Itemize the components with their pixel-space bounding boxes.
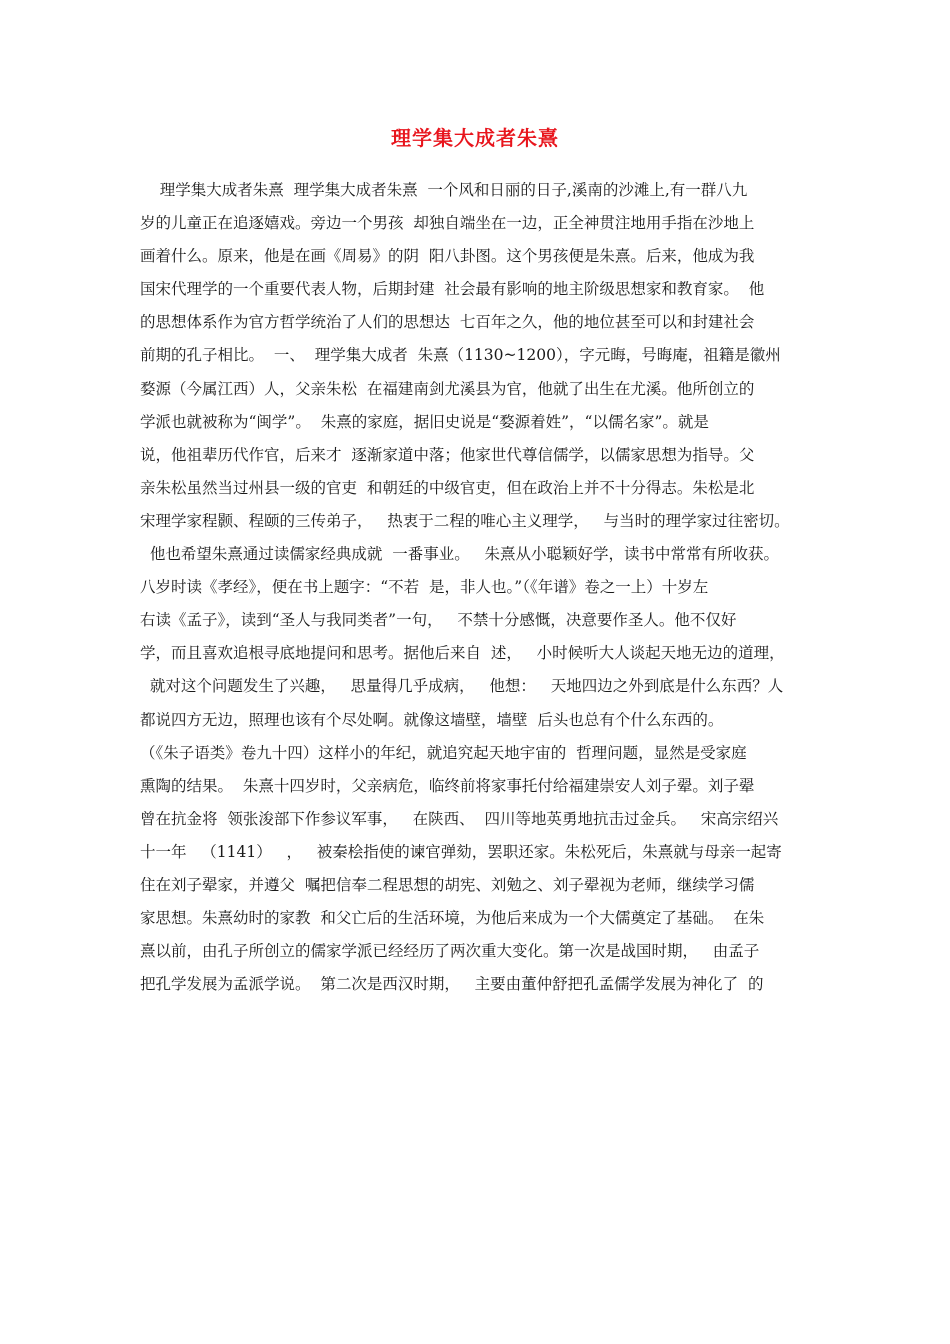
body-text-line: 就对这个问题发生了兴趣， 思量得几乎成病， 他想： 天地四边之外到底是什么东西？人 — [140, 677, 784, 696]
body-text-line: 前期的孔子相比。 一、 理学集大成者 朱熹（1130~1200），字元晦，号晦庵，祖籍是徽州 — [140, 346, 781, 365]
body-text-line: 右读《孟子》，读到“圣人与我同类者”一句， 不禁十分感慨，决意要作圣人。他不仅好 — [140, 611, 737, 630]
body-text-line: 亲朱松虽然当过州县一级的官吏 和朝廷的中级官吏，但在政治上并不十分得志。朱松是北 — [140, 478, 755, 497]
body-text-line: 熹以前，由孔子所创立的儒家学派已经经历了两次重大变化。第一次是战国时期， 由孟子 — [140, 942, 760, 961]
body-text-line: （《朱子语类》卷九十四）这样小的年纪，就追究起天地宇宙的 哲理问题，显然是受家庭 — [140, 743, 747, 762]
body-text-line: 都说四方无边，照理也该有个尽处啊。就像这墙壁，墙壁 后头也总有个什么东西的。 — [140, 710, 724, 729]
body-text-line: 学，而且喜欢追根寻底地提问和思考。据他后来自 述， 小时候听大人谈起天地无边的道理， — [140, 644, 785, 663]
body-text-line: 学派也就被称为“闽学”。 朱熹的家庭，据旧史说是“婺源着姓”，“以儒名家”。就是 — [140, 412, 709, 431]
body-text-line: 国宋代理学的一个重要代表人物，后期封建 社会最有影响的地主阶级思想家和教育家。 他 — [140, 280, 765, 299]
body-text-line: 八岁时读《孝经》，便在书上题字：“不若 是，非人也。”（《年谱》卷之一上）十岁左 — [140, 578, 709, 597]
body-text-line: 熏陶的结果。 朱熹十四岁时，父亲病危，临终前将家事托付给福建崇安人刘子翚。刘子翚 — [140, 776, 755, 795]
document-title: 理学集大成者朱熹 — [391, 126, 559, 150]
body-text-line: 家思想。朱熹幼时的家教 和父亡后的生活环境，为他后来成为一个大儒奠定了基础。 在朱 — [140, 909, 765, 928]
body-text-line: 宋理学家程颢、程颐的三传弟子， 热衷于二程的唯心主义理学， 与当时的理学家过往密切。 — [140, 511, 790, 530]
body-text-line: 的思想体系作为官方哲学统治了人们的思想达 七百年之久，他的地位甚至可以和封建社会 — [140, 313, 755, 332]
body-text-line: 曾在抗金将 领张浚部下作参议军事， 在陕西、 四川等地英勇地抗击过金兵。 宋高宗绍兴 — [140, 809, 779, 828]
document-body — [140, 174, 820, 1001]
body-text-line: 十一年 （1141） ， 被秦桧指使的谏官弹劾，罢职还家。朱松死后，朱熹就与母亲一起寄 — [140, 842, 782, 861]
body-text-line: 说，他祖辈历代作官，后来才 逐渐家道中落；他家世代尊信儒学，以儒家思想为指导。父 — [140, 445, 755, 464]
body-text-line: 理学集大成者朱熹 理学集大成者朱熹 一个风和日丽的日子,溪南的沙滩上,有一群八九 — [140, 181, 748, 199]
body-text-line: 把孔学发展为孟派学说。 第二次是西汉时期， 主要由董仲舒把孔孟儒学发展为神化了 的 — [140, 975, 764, 994]
body-text-line: 住在刘子翚家，并遵父 嘱把信奉二程思想的胡宪、刘勉之、刘子翚视为老师，继续学习儒 — [140, 875, 755, 894]
body-text-line: 岁的儿童正在追逐嬉戏。旁边一个男孩 却独自端坐在一边，正全神贯注地用手指在沙地上 — [140, 214, 755, 233]
body-text-line: 画着什么。原来，他是在画《周易》的阴 阳八卦图。这个男孩便是朱熹。后来，他成为我 — [140, 247, 755, 266]
body-text-line: 婺源（今属江西）人，父亲朱松 在福建南剑尤溪县为官，他就了出生在尤溪。他所创立的 — [140, 379, 755, 398]
body-text-line: 他也希望朱熹通过读儒家经典成就 一番事业。 朱熹从小聪颖好学，读书中常常有所收获。 — [140, 545, 779, 564]
